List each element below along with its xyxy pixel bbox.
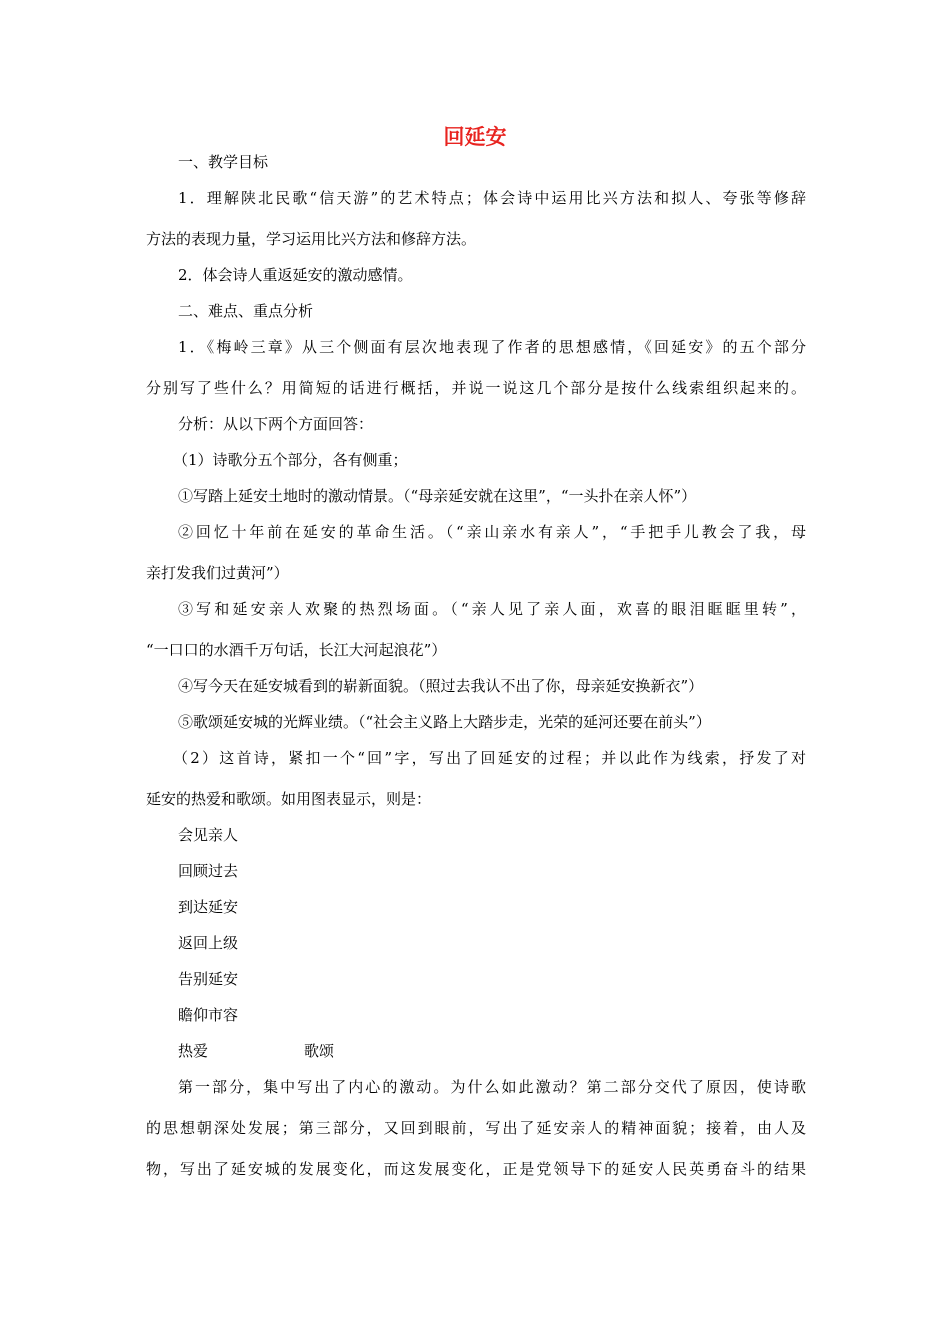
paragraph-line: 1．理解陕北民歌“信天游”的艺术特点；体会诗中运用比兴方法和拟人、夸张等修辞 <box>178 189 806 207</box>
diagram-item: 瞻仰市容 <box>178 1006 239 1024</box>
diagram-item: 返回上级 <box>178 934 239 952</box>
paragraph-line: 第一部分，集中写出了内心的激动。为什么如此激动？第二部分交代了原因，使诗歌 <box>178 1078 806 1096</box>
paragraph-line: “一口口的水酒千万句话，长江大河起浪花”） <box>146 641 447 659</box>
diagram-label-praise: 歌颂 <box>304 1042 335 1060</box>
paragraph-line: 1．《梅岭三章》从三个侧面有层次地表现了作者的思想感情，《回延安》的五个部分 <box>178 338 806 356</box>
section-heading: 二、难点、重点分析 <box>178 302 314 320</box>
paragraph-line: （1）诗歌分五个部分，各有侧重； <box>173 451 408 469</box>
diagram-label-love: 热爱 <box>178 1042 209 1060</box>
paragraph-line: 物，写出了延安城的发展变化，而这发展变化，正是党领导下的延安人民英勇奋斗的结果 <box>146 1160 806 1178</box>
list-item: ②回忆十年前在延安的革命生活。（“亲山亲水有亲人”，“手把手儿教会了我，母 <box>178 523 806 541</box>
paragraph-line: 的思想朝深处发展；第三部分，又回到眼前，写出了延安亲人的精神面貌；接着，由人及 <box>146 1119 806 1137</box>
diagram-item: 告别延安 <box>178 970 239 988</box>
paragraph-line: （2）这首诗，紧扣一个“回”字，写出了回延安的过程；并以此作为线索，抒发了对 <box>173 749 806 767</box>
paragraph-line: 分析：从以下两个方面回答： <box>178 415 374 433</box>
diagram-item <box>178 1041 334 1061</box>
list-item: ④写今天在延安城看到的崭新面貌。（照过去我认不出了你，母亲延安换新衣”） <box>178 677 704 695</box>
paragraph-line: 亲打发我们过黄河”） <box>146 564 289 582</box>
diagram-item: 回顾过去 <box>178 862 239 880</box>
paragraph-line: 方法的表现力量，学习运用比兴方法和修辞方法。 <box>146 230 477 248</box>
paragraph-line: 延安的热爱和歌颂。如用图表显示，则是： <box>146 790 432 808</box>
diagram-item: 到达延安 <box>178 898 239 916</box>
list-item: ⑤歌颂延安城的光辉业绩。（“社会主义路上大踏步走，光荣的延河还要在前头”） <box>178 713 711 731</box>
list-item: ③写和延安亲人欢聚的热烈场面。（“亲人见了亲人面，欢喜的眼泪眶眶里转”， <box>178 600 806 618</box>
paragraph-line: 分别写了些什么？用简短的话进行概括，并说一说这几个部分是按什么线索组织起来的。 <box>146 379 806 397</box>
section-heading: 一、教学目标 <box>178 153 269 171</box>
diagram-item: 会见亲人 <box>178 826 239 844</box>
document-title: 回延安 <box>443 125 507 149</box>
paragraph-line: 2．体会诗人重返延安的激动感情。 <box>178 266 413 284</box>
list-item: ①写踏上延安土地时的激动情景。（“母亲延安就在这里”，“一头扑在亲人怀”） <box>178 487 697 505</box>
